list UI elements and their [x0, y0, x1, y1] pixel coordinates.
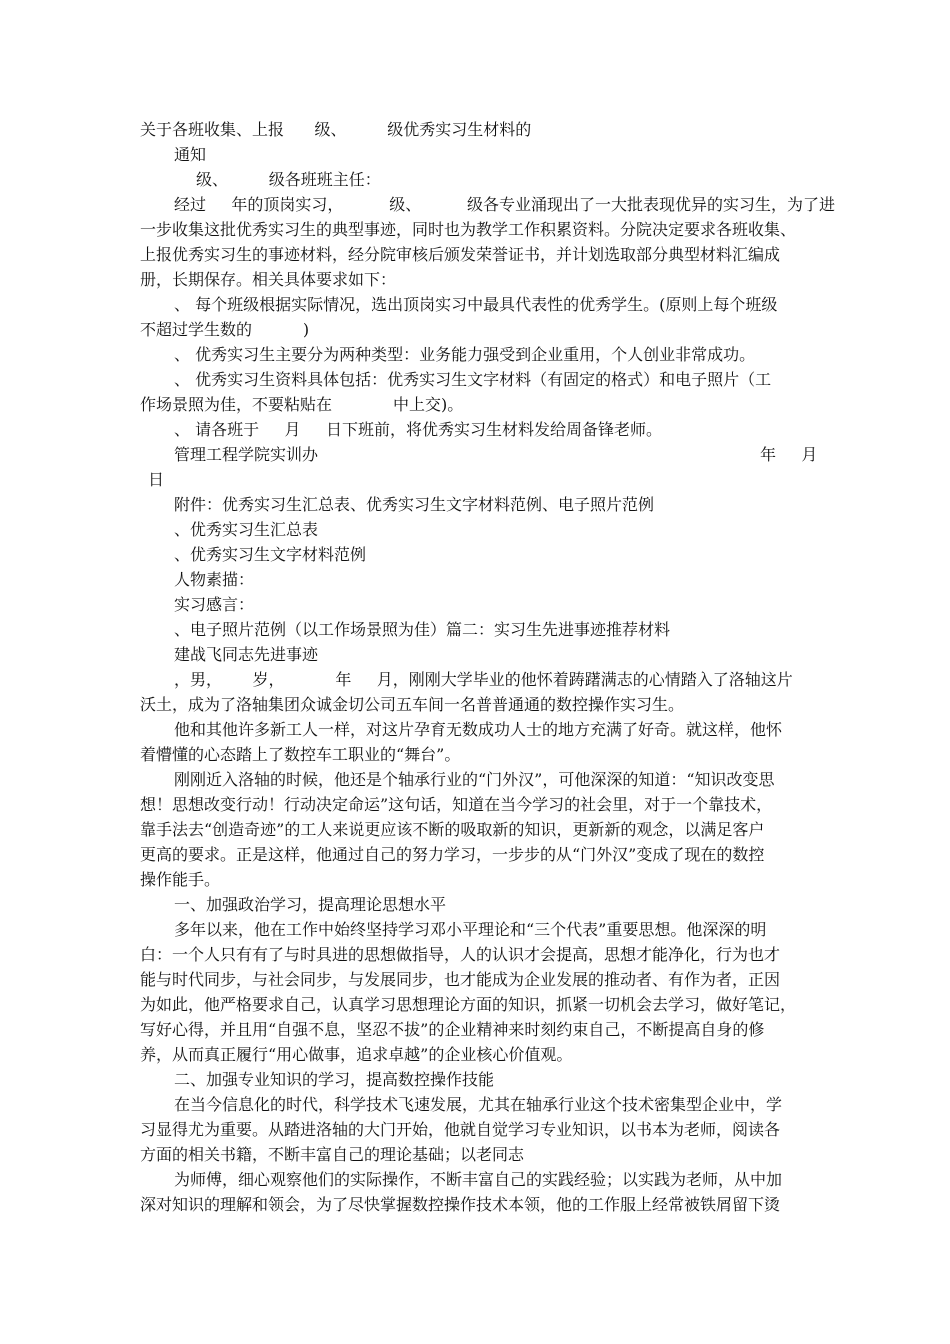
requirement-item: 不超过学生数的 )	[140, 320, 310, 339]
requirement-item: 、 优秀实习生资料具体包括：优秀实习生文字材料（有固定的格式）和电子照片（工	[174, 370, 772, 389]
signature-day: 日	[148, 470, 165, 489]
paragraph-line: 沃土，成为了洛轴集团众诚金切公司五车间一名普普通通的数控操作实习生。	[140, 695, 685, 714]
paragraph-line: 白：一个人只有有了与时具进的思想做指导，人的认识才会提高，思想才能净化，行为也才	[140, 945, 781, 964]
form-field-label: 实习感言：	[174, 595, 255, 614]
paragraph-line: 养，从而真正履行“用心做事，追求卓越”的企业核心价值观。	[140, 1045, 573, 1064]
paragraph-line: 为如此，他严格要求自己，认真学习思想理论方面的知识，抓紧一切机会去学习，做好笔记，	[140, 995, 797, 1014]
paragraph-line: 方面的相关书籍，不断丰富自己的理论基础；以老同志	[140, 1145, 525, 1164]
paragraph-line: 为师傅，细心观察他们的实际操作，不断丰富自己的实践经验；以实践为老师，从中加	[174, 1170, 783, 1189]
paragraph-line: 刚刚近入洛轴的时候，他还是个轴承行业的“门外汉”，可他深深的知道：“知识改变思	[174, 770, 775, 789]
paragraph-line: ，男， 岁， 年 月，刚刚大学毕业的他怀着踌躇满志的心情踏入了洛轴这片	[174, 670, 793, 689]
paragraph-line: 多年以来，他在工作中始终坚持学习邓小平理论和“三个代表”重要思想。他深深的明	[174, 920, 767, 939]
paragraph-line: 能与时代同步，与社会同步，与发展同步，也才能成为企业发展的推动者、有作为者，正因	[140, 970, 781, 989]
paragraph-line: 深对知识的理解和领会，为了尽快掌握数控操作技术本领，他的工作服上经常被铁屑留下烫	[140, 1195, 781, 1214]
attachments-line: 附件：优秀实习生汇总表、优秀实习生文字材料范例、电子照片范例	[174, 495, 655, 514]
signature-date: 年 月	[760, 445, 818, 464]
notice-title: 关于各班收集、上报 级、 级优秀实习生材料的	[140, 120, 532, 139]
attachment-item: 、电子照片范例（以工作场景照为佳）篇二：实习生先进事迹推荐材料	[174, 620, 671, 639]
signature-organization: 管理工程学院实训办	[174, 445, 319, 464]
paragraph-line: 更高的要求。正是这样，他通过自己的努力学习，一步步的从“门外汉”变成了现在的数控	[140, 845, 765, 864]
paragraph-line: 经过 年的顶岗实习， 级、 级各专业涌现出了一大批表现优异的实习生，为了进	[174, 195, 835, 214]
requirement-item: 作场景照为佳，不要粘贴在 中上交)。	[140, 395, 464, 414]
requirement-item: 、 请各班于 月 日下班前，将优秀实习生材料发给周备锋老师。	[174, 420, 662, 439]
attachment-item: 、优秀实习生汇总表	[174, 520, 319, 539]
paragraph-line: 操作能手。	[140, 870, 221, 889]
paragraph-line: 册，长期保存。相关具体要求如下：	[140, 270, 397, 289]
story-title: 建战飞同志先进事迹	[174, 645, 319, 664]
paragraph-line: 想！思想改变行动！行动决定命运”这句话，知道在当今学习的社会里，对于一个靠技术，	[140, 795, 773, 814]
section-heading: 一、加强政治学习，提高理论思想水平	[174, 895, 447, 914]
paragraph-line: 写好心得，并且用“自强不息，坚忍不拔”的企业精神来时刻约束自己，不断提高自身的修	[140, 1020, 765, 1039]
paragraph-line: 习显得尤为重要。从踏进洛轴的大门开始，他就自觉学习专业知识，以书本为老师，阅读各	[140, 1120, 781, 1139]
paragraph-line: 靠手法去“创造奇迹”的工人来说更应该不断的吸取新的知识，更新新的观念，以满足客户	[140, 820, 765, 839]
greeting: 级、 级各班班主任：	[196, 170, 381, 189]
paragraph-line: 上报优秀实习生的事迹材料，经分院审核后颁发荣誉证书，并计划选取部分典型材料汇编成	[140, 245, 781, 264]
section-heading: 二、加强专业知识的学习，提高数控操作技能	[174, 1070, 495, 1089]
paragraph-line: 一步收集这批优秀实习生的典型事迹，同时也为教学工作积累资料。分院决定要求各班收集、	[140, 220, 797, 239]
requirement-item: 、 优秀实习生主要分为两种类型：业务能力强受到企业重用，个人创业非常成功。	[174, 345, 756, 364]
paragraph-line: 着懵懂的心态踏上了数控车工职业的“舞台”。	[140, 745, 461, 764]
form-field-label: 人物素描：	[174, 570, 255, 589]
requirement-item: 、 每个班级根据实际情况，选出顶岗实习中最具代表性的优秀学生。(原则上每个班级	[174, 295, 778, 314]
paragraph-line: 在当今信息化的时代，科学技术飞速发展，尤其在轴承行业这个技术密集型企业中，学	[174, 1095, 783, 1114]
attachment-item: 、优秀实习生文字材料范例	[174, 545, 367, 564]
notice-title-continued: 通知	[174, 145, 207, 164]
paragraph-line: 他和其他许多新工人一样，对这片孕育无数成功人士的地方充满了好奇。就这样，他怀	[174, 720, 783, 739]
